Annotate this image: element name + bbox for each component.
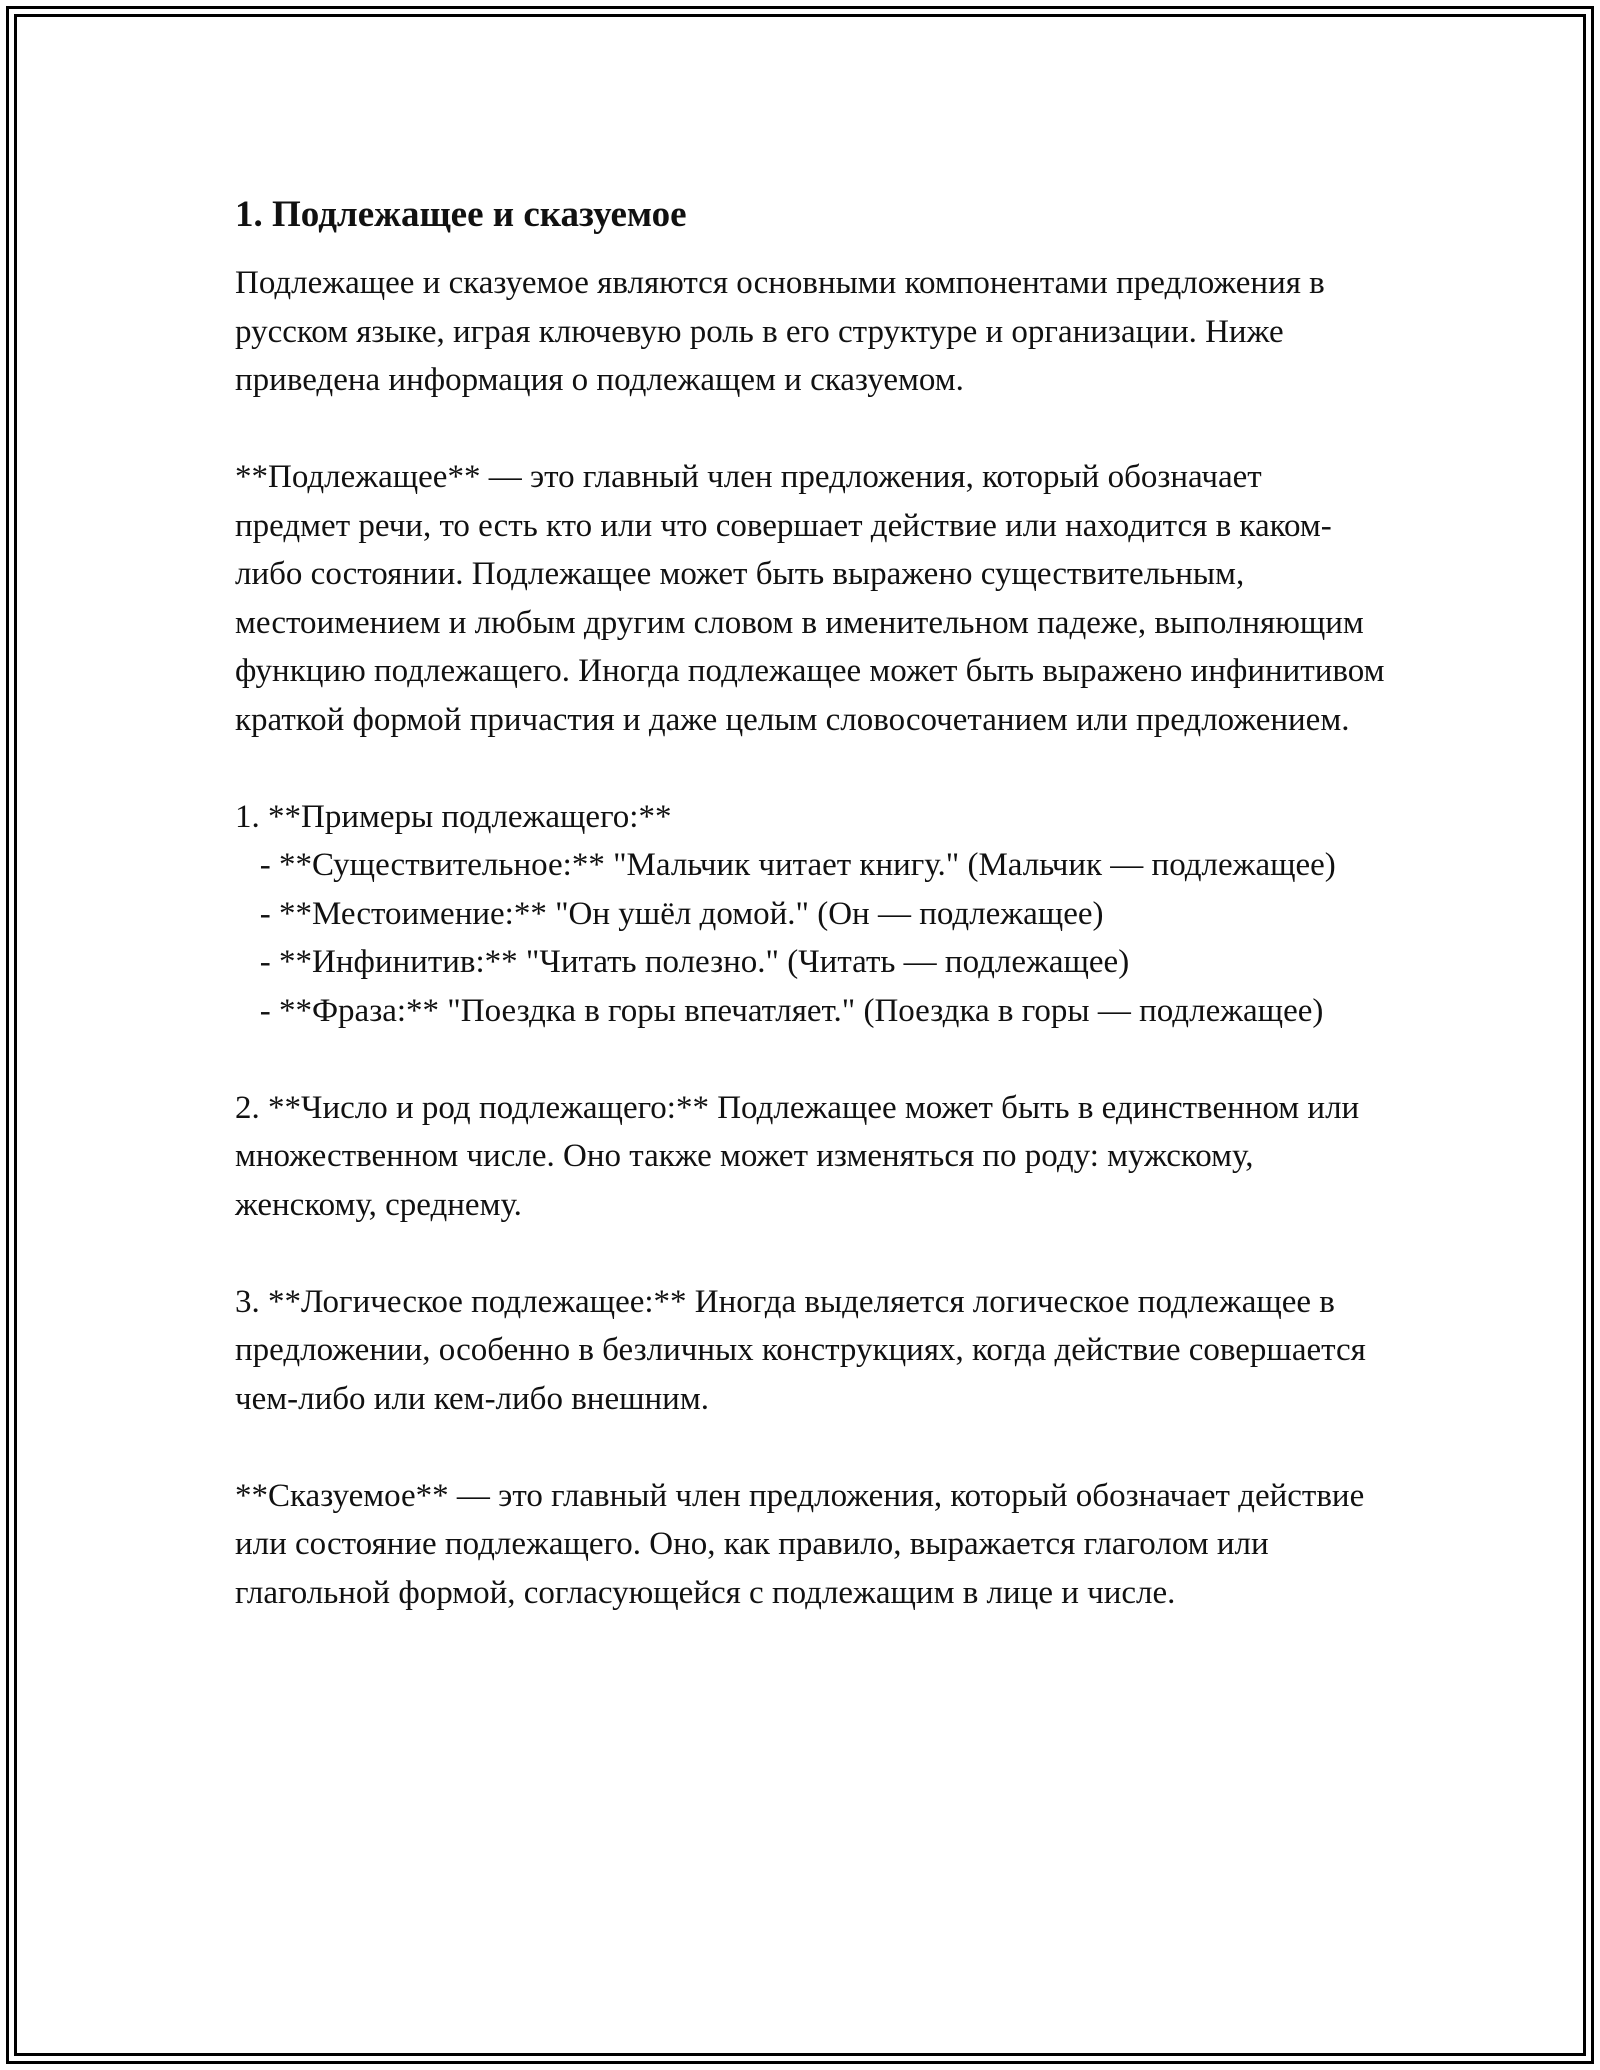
paragraph-gap <box>235 1229 1385 1278</box>
example-item-phrase: - **Фраза:** "Поездка в горы впечатляет." (Поездка в горы — подлежащее) <box>235 992 1324 1029</box>
intro-paragraph: Подлежащее и сказуемое являются основными компонентами предложения в русском языке, играя ключевую роль в его структуре и организации. Ниже приведена информация о подлежащем и сказуемом. <box>235 265 1333 398</box>
subject-definition-paragraph: **Подлежащее** — это главный член предложения, который обозначает предмет речи, то есть кто или что совершает действие или находится в каком-либо состоянии. Подлежащее может быть выражено существительным, местоимением и любым другим словом в именительном падеже, выполняющим функцию подлежащего. Иногда подлежащее может быть выражено инфинитивом краткой формой причастия и даже целым словосочетанием или предложением. <box>235 459 1393 738</box>
examples-list <box>235 793 1385 1036</box>
paragraph-gap <box>235 405 1385 454</box>
examples-title: 1. **Примеры подлежащего:** <box>235 798 672 835</box>
predicate-definition-paragraph: **Сказуемое** — это главный член предложения, который обозначает действие или состояние подлежащего. Оно, как правило, выражается глаголом или глагольной формой, согласующейся с подлежащим в лице и числе. <box>235 1477 1373 1611</box>
example-item-noun: - **Существительное:** "Мальчик читает книгу." (Мальчик — подлежащее) <box>235 847 1336 883</box>
paragraph-gap <box>235 1035 1385 1084</box>
number-gender-paragraph: 2. **Число и род подлежащего:** Подлежащее может быть в единственном или множественном числе. Оно также может изменяться по роду: мужскому, женскому, среднему. <box>235 1089 1368 1223</box>
paragraph-gap <box>235 744 1385 793</box>
example-item-infinitive: - **Инфинитив:** "Читать полезно." (Читать — подлежащее) <box>235 944 1130 980</box>
section-heading: 1. Подлежащее и сказуемое <box>235 194 687 235</box>
example-item-pronoun: - **Местоимение:** "Он ушёл домой." (Он — подлежащее) <box>235 895 1104 932</box>
logical-subject-paragraph: 3. **Логическое подлежащее:** Иногда выделяется логическое подлежащее в предложении, особенно в безличных конструкциях, когда действие совершается чем-либо или кем-либо внешним. <box>235 1283 1375 1417</box>
document-body <box>235 185 1393 1617</box>
paragraph-gap <box>235 1423 1385 1472</box>
